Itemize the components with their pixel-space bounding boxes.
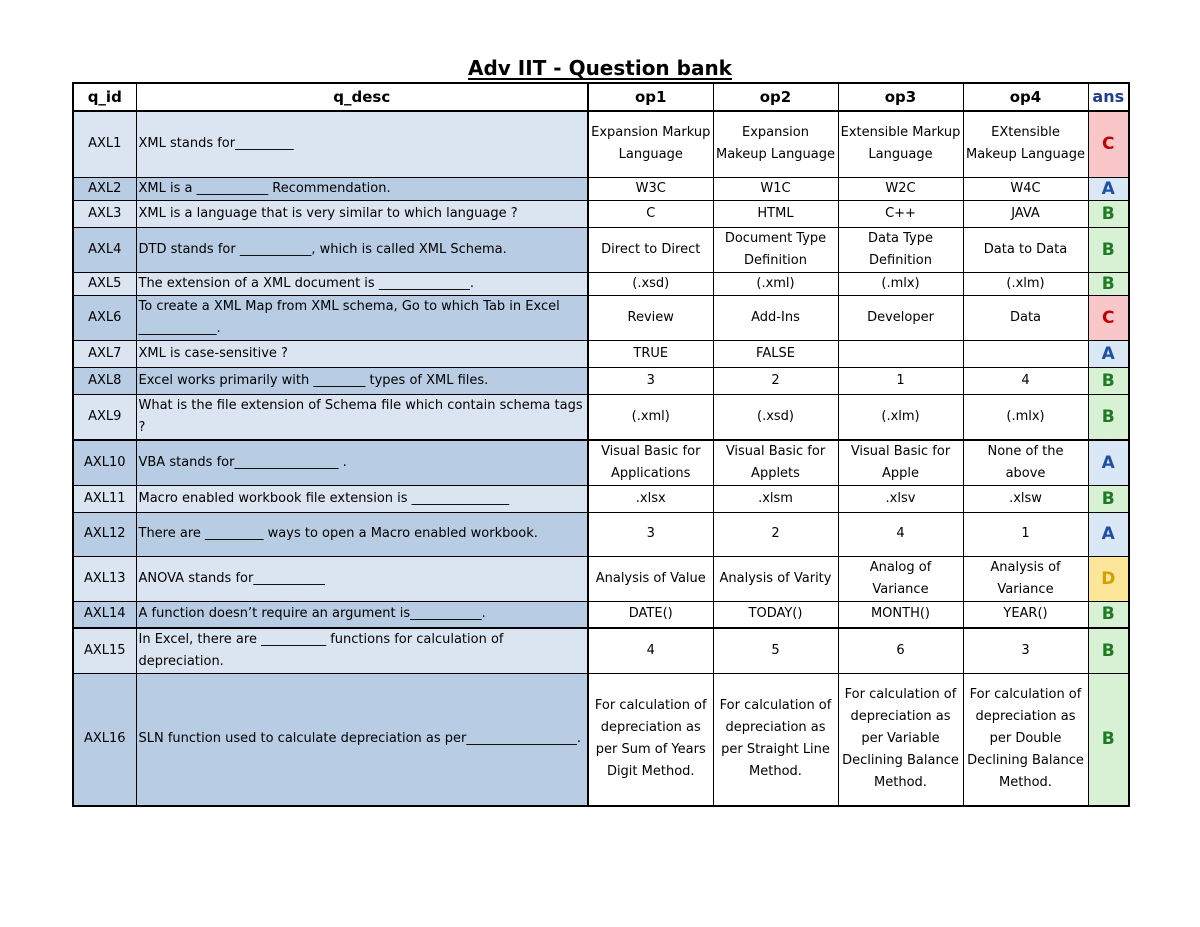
q-id-cell: AXL10 <box>73 440 136 486</box>
option-1-cell: Expansion Markup Language <box>588 111 713 177</box>
option-2-cell: For calculation of depreciation as per Straight Line Method. <box>713 674 838 806</box>
q-id-cell: AXL14 <box>73 601 136 628</box>
option-2-cell: Visual Basic for Applets <box>713 440 838 486</box>
option-4-cell: .xlsw <box>963 485 1088 512</box>
table-row <box>73 272 1129 295</box>
q-desc-cell: XML is case-sensitive ? <box>136 340 588 367</box>
option-3-cell: Developer <box>838 295 963 340</box>
q-desc-cell: There are _________ ways to open a Macro enabled workbook. <box>136 512 588 556</box>
header-q-id: q_id <box>73 83 136 111</box>
option-2-cell: 5 <box>713 628 838 674</box>
option-1-cell: W3C <box>588 177 713 200</box>
table-row <box>73 674 1129 806</box>
table-row <box>73 367 1129 394</box>
q-id-cell: AXL3 <box>73 200 136 227</box>
option-3-cell: Analog of Variance <box>838 556 963 601</box>
option-2-cell: W1C <box>713 177 838 200</box>
option-4-cell: (.mlx) <box>963 394 1088 440</box>
option-1-cell: (.xsd) <box>588 272 713 295</box>
q-id-cell: AXL1 <box>73 111 136 177</box>
option-4-cell: 4 <box>963 367 1088 394</box>
q-desc-cell: ANOVA stands for___________ <box>136 556 588 601</box>
answer-cell: B <box>1088 674 1129 806</box>
answer-cell: B <box>1088 272 1129 295</box>
option-2-cell: (.xsd) <box>713 394 838 440</box>
option-4-cell: JAVA <box>963 200 1088 227</box>
option-4-cell: For calculation of depreciation as per Double Declining Balance Method. <box>963 674 1088 806</box>
option-3-cell: (.xlm) <box>838 394 963 440</box>
q-id-cell: AXL8 <box>73 367 136 394</box>
option-3-cell: C++ <box>838 200 963 227</box>
header-op4: op4 <box>963 83 1088 111</box>
header-row <box>73 83 1129 111</box>
option-3-cell: Visual Basic for Apple <box>838 440 963 486</box>
question-bank-table <box>72 82 1130 807</box>
answer-cell: D <box>1088 556 1129 601</box>
option-3-cell: 1 <box>838 367 963 394</box>
option-3-cell: MONTH() <box>838 601 963 628</box>
option-1-cell: Review <box>588 295 713 340</box>
q-desc-cell: Macro enabled workbook file extension is _______________ <box>136 485 588 512</box>
table-row <box>73 295 1129 340</box>
option-1-cell: For calculation of depreciation as per Sum of Years Digit Method. <box>588 674 713 806</box>
option-2-cell: 2 <box>713 512 838 556</box>
option-1-cell: Analysis of Value <box>588 556 713 601</box>
option-3-cell: Data Type Definition <box>838 227 963 272</box>
answer-cell: A <box>1088 440 1129 486</box>
q-id-cell: AXL7 <box>73 340 136 367</box>
answer-cell: B <box>1088 601 1129 628</box>
option-3-cell: (.mlx) <box>838 272 963 295</box>
option-4-cell: None of the above <box>963 440 1088 486</box>
option-4-cell: Analysis of Variance <box>963 556 1088 601</box>
option-2-cell: HTML <box>713 200 838 227</box>
q-desc-cell: XML is a language that is very similar to which language ? <box>136 200 588 227</box>
option-4-cell <box>963 340 1088 367</box>
table-row <box>73 628 1129 674</box>
table-row <box>73 177 1129 200</box>
option-1-cell: Direct to Direct <box>588 227 713 272</box>
q-id-cell: AXL16 <box>73 674 136 806</box>
answer-cell: B <box>1088 367 1129 394</box>
q-id-cell: AXL15 <box>73 628 136 674</box>
option-2-cell: TODAY() <box>713 601 838 628</box>
option-4-cell: Data to Data <box>963 227 1088 272</box>
answer-cell: B <box>1088 200 1129 227</box>
q-desc-cell: To create a XML Map from XML schema, Go to which Tab in Excel ____________. <box>136 295 588 340</box>
q-desc-cell: VBA stands for________________ . <box>136 440 588 486</box>
option-4-cell: EXtensible Makeup Language <box>963 111 1088 177</box>
option-4-cell: YEAR() <box>963 601 1088 628</box>
table-row <box>73 394 1129 440</box>
table-row <box>73 485 1129 512</box>
question-rows <box>73 111 1129 806</box>
table-row <box>73 227 1129 272</box>
table-row <box>73 440 1129 486</box>
option-1-cell: DATE() <box>588 601 713 628</box>
answer-cell: B <box>1088 227 1129 272</box>
option-4-cell: (.xlm) <box>963 272 1088 295</box>
table-row <box>73 200 1129 227</box>
header-ans: ans <box>1088 83 1129 111</box>
q-desc-cell: SLN function used to calculate depreciation as per_________________. <box>136 674 588 806</box>
header-q-desc: q_desc <box>136 83 588 111</box>
answer-cell: C <box>1088 111 1129 177</box>
table-row <box>73 512 1129 556</box>
q-desc-cell: XML stands for_________ <box>136 111 588 177</box>
option-4-cell: Data <box>963 295 1088 340</box>
q-id-cell: AXL13 <box>73 556 136 601</box>
header-op3: op3 <box>838 83 963 111</box>
q-id-cell: AXL5 <box>73 272 136 295</box>
header-op2: op2 <box>713 83 838 111</box>
option-1-cell: TRUE <box>588 340 713 367</box>
option-1-cell: 4 <box>588 628 713 674</box>
q-id-cell: AXL11 <box>73 485 136 512</box>
option-4-cell: 3 <box>963 628 1088 674</box>
answer-cell: A <box>1088 340 1129 367</box>
answer-cell: A <box>1088 512 1129 556</box>
q-id-cell: AXL4 <box>73 227 136 272</box>
table-row <box>73 111 1129 177</box>
q-id-cell: AXL12 <box>73 512 136 556</box>
q-desc-cell: XML is a ___________ Recommendation. <box>136 177 588 200</box>
option-3-cell: .xlsv <box>838 485 963 512</box>
answer-cell: B <box>1088 485 1129 512</box>
option-3-cell: W2C <box>838 177 963 200</box>
answer-cell: A <box>1088 177 1129 200</box>
q-id-cell: AXL9 <box>73 394 136 440</box>
option-2-cell: Analysis of Varity <box>713 556 838 601</box>
option-4-cell: 1 <box>963 512 1088 556</box>
q-desc-cell: What is the file extension of Schema file which contain schema tags ? <box>136 394 588 440</box>
page-title: Adv IIT - Question bank <box>468 56 732 80</box>
option-1-cell: Visual Basic for Applications <box>588 440 713 486</box>
q-desc-cell: DTD stands for ___________, which is called XML Schema. <box>136 227 588 272</box>
option-2-cell: .xlsm <box>713 485 838 512</box>
option-1-cell: (.xml) <box>588 394 713 440</box>
option-1-cell: 3 <box>588 512 713 556</box>
answer-cell: B <box>1088 394 1129 440</box>
option-1-cell: .xlsx <box>588 485 713 512</box>
answer-cell: C <box>1088 295 1129 340</box>
option-4-cell: W4C <box>963 177 1088 200</box>
table-row <box>73 556 1129 601</box>
answer-cell: B <box>1088 628 1129 674</box>
q-id-cell: AXL2 <box>73 177 136 200</box>
q-desc-cell: In Excel, there are __________ functions for calculation of depreciation. <box>136 628 588 674</box>
option-3-cell: 4 <box>838 512 963 556</box>
option-2-cell: Document Type Definition <box>713 227 838 272</box>
option-3-cell: 6 <box>838 628 963 674</box>
table-row <box>73 601 1129 628</box>
table-row <box>73 340 1129 367</box>
q-desc-cell: Excel works primarily with ________ types of XML files. <box>136 367 588 394</box>
option-1-cell: 3 <box>588 367 713 394</box>
q-id-cell: AXL6 <box>73 295 136 340</box>
option-3-cell: For calculation of depreciation as per Variable Declining Balance Method. <box>838 674 963 806</box>
option-2-cell: 2 <box>713 367 838 394</box>
option-1-cell: C <box>588 200 713 227</box>
option-2-cell: Expansion Makeup Language <box>713 111 838 177</box>
option-3-cell <box>838 340 963 367</box>
q-desc-cell: The extension of a XML document is ______________. <box>136 272 588 295</box>
option-2-cell: FALSE <box>713 340 838 367</box>
header-op1: op1 <box>588 83 713 111</box>
option-3-cell: Extensible Markup Language <box>838 111 963 177</box>
option-2-cell: Add-Ins <box>713 295 838 340</box>
q-desc-cell: A function doesn’t require an argument is___________. <box>136 601 588 628</box>
option-2-cell: (.xml) <box>713 272 838 295</box>
